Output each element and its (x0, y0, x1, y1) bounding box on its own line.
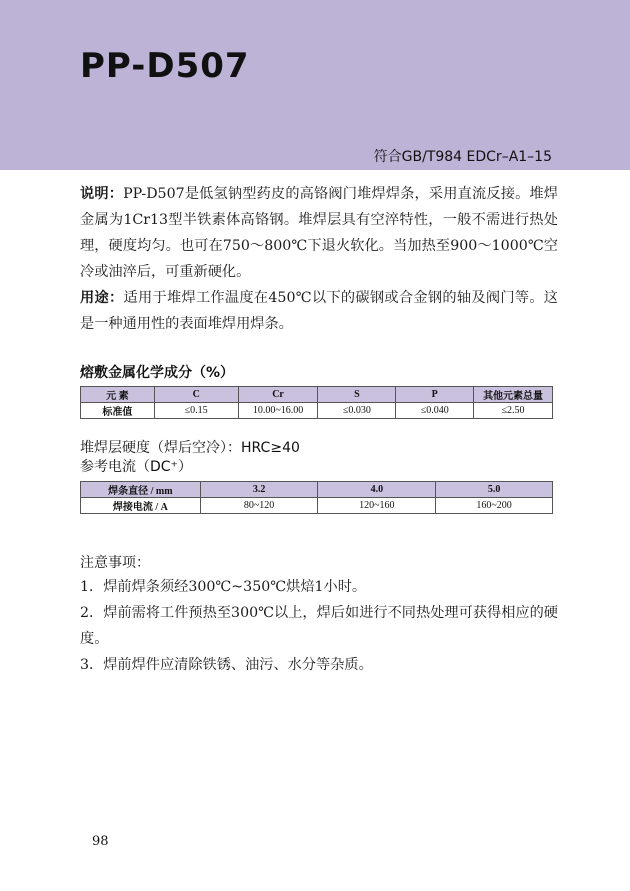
composition-header-row (81, 387, 553, 403)
composition-value-cell: ≤0.040 (396, 403, 474, 419)
description-label: 说明： (80, 186, 124, 202)
description-paragraph (80, 181, 558, 285)
current-table (80, 481, 553, 514)
current-header-cell: 4.0 (318, 482, 436, 498)
usage-label: 用途： (80, 290, 124, 306)
note-item: 1．焊前焊条须经300℃~350℃烘焙1小时。 (80, 579, 367, 595)
composition-header-cell: 元 素 (81, 387, 155, 403)
composition-header-cell: P (396, 387, 474, 403)
composition-value-row (81, 403, 553, 419)
page-number: 98 (92, 834, 109, 849)
hardness-text: 堆焊层硬度（焊后空冷）：HRC≥40 (80, 440, 300, 456)
composition-header-cell: 其他元素总量 (474, 387, 553, 403)
composition-table (80, 386, 553, 419)
note-item: 3．焊前焊件应清除铁锈、油污、水分等杂质。 (80, 657, 373, 673)
current-value-row (81, 498, 553, 514)
usage-paragraph (80, 285, 558, 337)
usage-text: 适用于堆焊工作温度在450℃以下的碳钢或合金钢的轴及阀门等。这是一种通用性的表面堆焊用焊条。 (80, 290, 558, 332)
composition-value-cell: ≤2.50 (474, 403, 553, 419)
current-header-cell: 3.2 (200, 482, 318, 498)
description-text: PP-D507是低氢钠型药皮的高铬阀门堆焊焊条，采用直流反接。堆焊金属为1Cr13型半铁素体高铬钢。堆焊层具有空淬特性，一般不需进行热处理，硬度均匀。也可在750～800℃下退火软化。当加热至900～1000℃空冷或油淬后，可重新硬化。 (80, 186, 558, 280)
composition-header-cell: Cr (238, 387, 318, 403)
standard-compliance: 符合GB/T984 EDCr–A1–15 (373, 149, 552, 165)
composition-title: 熔敷金属化学成分（%） (80, 365, 235, 381)
current-value-cell: 焊接电流 / A (81, 498, 201, 514)
current-header-cell: 焊条直径 / mm (81, 482, 201, 498)
product-title: PP-D507 (80, 46, 250, 86)
current-value-cell: 80~120 (200, 498, 318, 514)
composition-header-cell: S (318, 387, 396, 403)
composition-value-cell: ≤0.030 (318, 403, 396, 419)
composition-value-cell: ≤0.15 (154, 403, 238, 419)
current-value-cell: 120~160 (318, 498, 436, 514)
current-header-row (81, 482, 553, 498)
composition-header-cell: C (154, 387, 238, 403)
current-header-cell: 5.0 (436, 482, 553, 498)
notes-title: 注意事项： (80, 555, 150, 571)
note-item: 2．焊前需将工件预热至300℃以上，焊后如进行不同热处理可获得相应的硬度。 (80, 605, 558, 647)
composition-value-cell: 10.00~16.00 (238, 403, 318, 419)
current-value-cell: 160~200 (436, 498, 553, 514)
composition-value-cell: 标准值 (81, 403, 155, 419)
current-title: 参考电流（DC⁺） (80, 459, 192, 475)
